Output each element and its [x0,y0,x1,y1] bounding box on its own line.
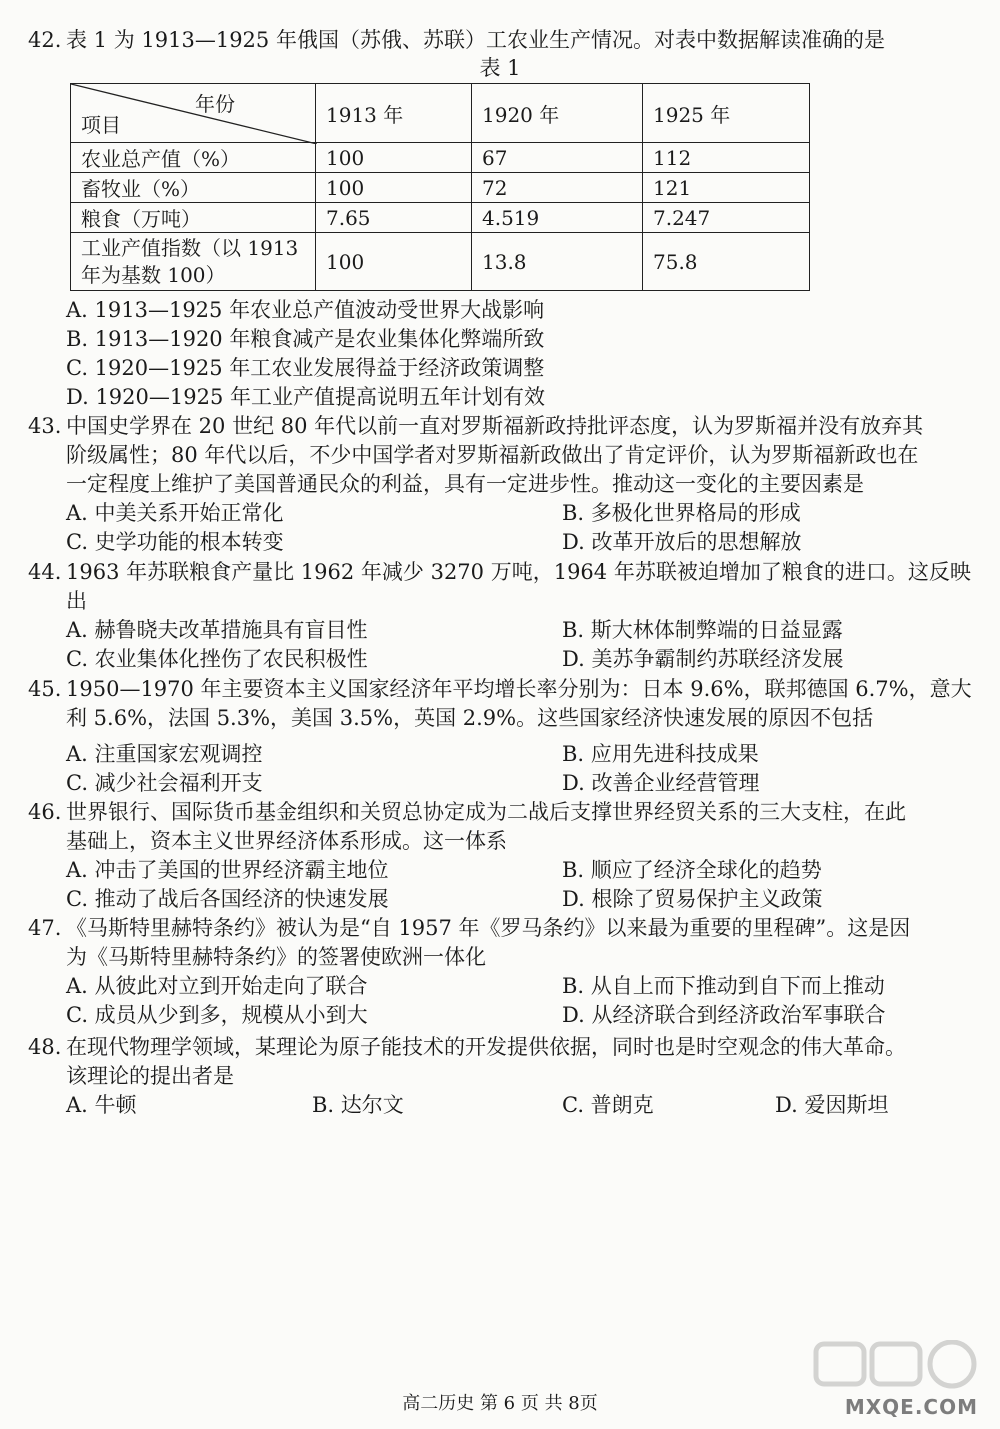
option-c[interactable]: C. 1920—1925 年工农业发展得益于经济政策调整 [66,356,545,380]
option-d[interactable]: D. 根除了贸易保护主义政策 [562,887,823,911]
table-caption: 表 1 [479,56,521,80]
row-label: 农业总产值（%） [71,143,316,173]
option-d[interactable]: D. 改善企业经营管理 [562,771,760,795]
corner-year-label: 年份 [195,92,235,116]
option-a[interactable]: A. 冲击了美国的世界经济霸主地位 [66,858,389,882]
table-cell: 13.8 [472,233,643,291]
table-cell: 100 [316,233,472,291]
option-d[interactable]: D. 美苏争霸制约苏联经济发展 [562,647,844,671]
question-text: 中国史学界在 20 世纪 80 年代以前一直对罗斯福新政持批评态度，认为罗斯福并没有放弃其 [66,414,924,438]
question-text: 该理论的提出者是 [66,1064,234,1088]
question-text: 《马斯特里赫特条约》被认为是“自 1957 年《罗马条约》以来最为重要的里程碑”。这是因 [66,916,911,940]
option-c[interactable]: C. 减少社会福利开支 [66,771,263,795]
table-header-row [71,84,810,143]
option-a[interactable]: A. 赫鲁晓夫改革措施具有盲目性 [66,618,368,642]
corner-item-label: 项目 [81,113,121,137]
table-cell: 4.519 [472,203,643,233]
option-c[interactable]: C. 推动了战后各国经济的快速发展 [66,887,389,911]
question-number: 45. [28,677,62,701]
option-b[interactable]: B. 达尔文 [312,1093,404,1117]
option-b[interactable]: B. 应用先进科技成果 [562,742,759,766]
question-text: 在现代物理学领域，某理论为原子能技术的开发提供依据，同时也是时空观念的伟大革命。 [66,1035,906,1059]
option-a[interactable]: A. 从彼此对立到开始走向了联合 [66,974,368,998]
question-number: 46. [28,800,62,824]
option-c[interactable]: C. 史学功能的根本转变 [66,530,284,554]
question-number: 48. [28,1035,62,1059]
option-a[interactable]: A. 1913—1925 年农业总产值波动受世界大战影响 [66,298,545,322]
option-c[interactable]: C. 普朗克 [562,1093,654,1117]
option-d[interactable]: D. 1920—1925 年工业产值提高说明五年计划有效 [66,385,545,409]
question-number: 47. [28,916,62,940]
option-d[interactable]: D. 爱因斯坦 [775,1093,889,1117]
row-label [71,233,316,291]
production-table [70,83,810,291]
option-b[interactable]: B. 斯大林体制弊端的日益显露 [562,618,843,642]
question-text: 世界银行、国际货币基金组织和关贸总协定成为二战后支撑世界经贸关系的三大支柱，在此 [66,800,906,824]
column-header: 1925 年 [643,84,810,143]
question-number: 42. [28,28,62,52]
question-text: 1950—1970 年主要资本主义国家经济年平均增长率分别为：日本 9.6%，联邦德国 6.7%，意大 [66,677,972,701]
question-text: 表 1 为 1913—1925 年俄国（苏俄、苏联）工农业生产情况。对表中数据解读准确的是 [66,28,885,52]
row-label-line: 工业产值指数（以 1913 [81,235,299,260]
option-d[interactable]: D. 从经济联合到经济政治军事联合 [562,1003,886,1027]
option-a[interactable]: A. 注重国家宏观调控 [66,742,263,766]
question-text: 为《马斯特里赫特条约》的签署使欧洲一体化 [66,945,486,969]
option-c[interactable]: C. 成员从少到多，规模从小到大 [66,1003,368,1027]
option-b[interactable]: B. 多极化世界格局的形成 [562,501,801,525]
option-b[interactable]: B. 从自上而下推动到自下而上推动 [562,974,885,998]
option-b[interactable]: B. 顺应了经济全球化的趋势 [562,858,822,882]
row-label: 粮食（万吨） [71,203,316,233]
table-row [71,233,810,291]
table-row [71,203,810,233]
table-cell: 121 [643,173,810,203]
table-corner-cell [71,84,316,143]
question-text: 利 5.6%，法国 5.3%，美国 3.5%，英国 2.9%。这些国家经济快速发展的原因不包括 [66,706,874,730]
table-cell: 112 [643,143,810,173]
option-c[interactable]: C. 农业集体化挫伤了农民积极性 [66,647,368,671]
question-text: 基础上，资本主义世界经济体系形成。这一体系 [66,829,507,853]
table-cell: 7.247 [643,203,810,233]
question-number: 44. [28,560,62,584]
table-cell: 72 [472,173,643,203]
column-header: 1920 年 [472,84,643,143]
question-text: 出 [66,589,87,613]
table-cell: 100 [316,173,472,203]
watermark-text: MXQE.COM [844,1395,978,1419]
question-text: 阶级属性；80 年代以后，不少中国学者对罗斯福新政做出了肯定评价，认为罗斯福新政也在 [66,443,919,467]
option-a[interactable]: A. 牛顿 [66,1093,137,1117]
table-cell: 7.65 [316,203,472,233]
question-text: 一定程度上维护了美国普通民众的利益，具有一定进步性。推动这一变化的主要因素是 [66,472,864,496]
row-label: 畜牧业（%） [71,173,316,203]
column-header: 1913 年 [316,84,472,143]
table-cell: 100 [316,143,472,173]
table-cell: 75.8 [643,233,810,291]
table-row [71,143,810,173]
option-b[interactable]: B. 1913—1920 年粮食减产是农业集体化弊端所致 [66,327,545,351]
table-row [71,173,810,203]
option-a[interactable]: A. 中美关系开始正常化 [66,501,284,525]
row-label-line: 年为基数 100） [81,262,226,287]
question-text: 1963 年苏联粮食产量比 1962 年减少 3270 万吨，1964 年苏联被迫增加了粮食的进口。这反映 [66,560,971,584]
page-footer: 高二历史 第 6 页 共 8页 [402,1393,598,1414]
table-cell: 67 [472,143,643,173]
option-d[interactable]: D. 改革开放后的思想解放 [562,530,802,554]
question-number: 43. [28,414,62,438]
